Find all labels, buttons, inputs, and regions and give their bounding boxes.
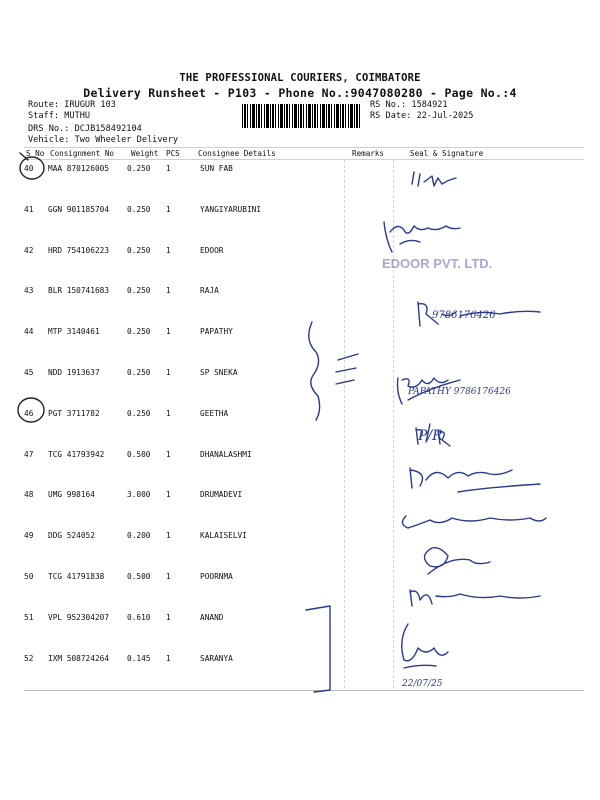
drs-text: DRS No.: DCJB158492104: [28, 124, 142, 134]
row-weight: 0.145: [127, 653, 151, 663]
row-weight: 0.250: [127, 164, 151, 173]
row-no: 44: [24, 327, 34, 337]
row-no: 48: [24, 490, 34, 500]
signature-45: [398, 378, 461, 404]
row-weight: 0.250: [127, 204, 151, 214]
row-consignee: ANAND: [200, 612, 224, 622]
row-pcs: 1: [166, 572, 171, 581]
signature-46: [416, 424, 450, 446]
row-pcs: 1: [166, 327, 171, 337]
row-pcs: 1: [166, 531, 171, 541]
row-pcs: 1: [166, 408, 171, 418]
row-consignee: SUN FAB: [200, 164, 233, 173]
row-consignee: EDOOR: [200, 245, 224, 255]
barcode: [242, 104, 360, 128]
staff-text: Staff: MUTHU: [28, 111, 91, 121]
row-no: 42: [24, 245, 34, 255]
row-pcs: 1: [166, 245, 171, 255]
row-consignee: PAPATHY: [200, 327, 233, 337]
bracket-mark: [309, 322, 320, 420]
col-header-pcs: PCS: [166, 149, 180, 158]
row-consignee: KALAISELVI: [200, 531, 247, 541]
rs-number: RS No.: 1584921: [370, 100, 448, 110]
row-consignee: SP SNEKA: [200, 368, 238, 377]
row-pcs: 1: [166, 164, 171, 173]
signature-52: [402, 624, 448, 668]
vehicle-text: Vehicle: Two Wheeler Delivery: [28, 135, 179, 145]
route-text: Route: IRUGUR 103: [28, 100, 116, 110]
row-consignee: RAJA: [200, 286, 219, 296]
row-weight: 0.500: [127, 572, 151, 581]
signature-41: [384, 222, 460, 252]
header-rule-bottom: [24, 159, 584, 160]
signature-40: [412, 172, 456, 186]
row-no: 47: [24, 449, 34, 459]
equals-mark: [336, 354, 358, 384]
handwritten-note-45: PAPATHY 9786176426: [408, 387, 511, 397]
row-pcs: 1: [166, 449, 171, 459]
row-weight: 0.250: [127, 245, 151, 255]
company-title: THE PROFESSIONAL COURIERS, COIMBATORE: [179, 72, 421, 84]
row-weight: 0.500: [127, 449, 151, 459]
row-consignment: PGT 3711782: [48, 408, 100, 418]
row-no: 43: [24, 286, 34, 296]
row-no: 51: [24, 612, 34, 622]
bracket-mark-lower: [306, 606, 330, 692]
row-consignee: YANGIYARUBINI: [200, 204, 262, 214]
row-no: 49: [24, 531, 34, 541]
row-consignment: IXM 508724264: [48, 653, 110, 663]
row-consignment: TCG 41793942: [48, 449, 105, 459]
runsheet-title: Delivery Runsheet - P103 - Phone No.:9047080280 - Page No.:4: [83, 86, 517, 100]
row-consignment: GGN 901185704: [48, 204, 110, 214]
signature-50: [410, 590, 540, 606]
row-consignment: BLR 150741683: [48, 286, 110, 296]
row-weight: 0.250: [127, 286, 151, 296]
row-pcs: 1: [166, 490, 171, 500]
row-weight: 0.250: [127, 327, 151, 337]
row-weight: 0.610: [127, 612, 151, 622]
row-consignee: DHANALASHMI: [200, 449, 252, 459]
row-consignment: VPL 952304207: [48, 612, 110, 622]
remarks-divider: [344, 160, 345, 688]
row-consignment: TCG 41791838: [48, 572, 105, 581]
handwritten-date-52: 22/07/25: [402, 679, 443, 689]
row-consignment: MAA 870126005: [48, 164, 110, 173]
col-header-weight: Weight: [131, 149, 159, 158]
col-header-seal: Seal & Signature: [410, 149, 484, 158]
row-consignment: DDG 524052: [48, 531, 95, 541]
table-bottom-rule: [24, 690, 584, 691]
rs-date: RS Date: 22-Jul-2025: [370, 111, 474, 121]
col-header-consignee: Consignee Details: [198, 149, 276, 158]
col-header-consignment: Consignment No: [50, 149, 115, 158]
row-consignment: NDD 1913637: [48, 368, 100, 377]
row-weight: 0.200: [127, 531, 151, 541]
row-pcs: 1: [166, 286, 171, 296]
row-pcs: 1: [166, 204, 171, 214]
row-pcs: 1: [166, 368, 171, 377]
col-header-no: S No: [26, 149, 45, 158]
seal-divider: [393, 160, 394, 688]
row-consignee: GEETHA: [200, 408, 229, 418]
signature-48: [402, 516, 546, 528]
row-consignment: MTP 3140461: [48, 327, 100, 337]
handwritten-pr-46: P/R: [418, 428, 443, 444]
row-consignment: UMG 998164: [48, 490, 95, 500]
row-no: 45: [24, 368, 34, 377]
row-consignment: HRD 754106223: [48, 245, 110, 255]
row-consignee: POORNMA: [200, 572, 233, 581]
signature-47: [410, 468, 540, 492]
signature-43: [418, 302, 540, 326]
row-no: 52: [24, 653, 34, 663]
header-rule-top: [24, 147, 584, 148]
row-weight: 0.250: [127, 408, 151, 418]
row-consignee: SARANYA: [200, 653, 233, 663]
company-stamp: EDOOR PVT. LTD.: [382, 256, 493, 271]
signature-49: [424, 548, 490, 574]
handwritten-phone-43: 9786176426: [432, 310, 496, 321]
row-no: 41: [24, 204, 34, 214]
row-weight: 0.250: [127, 368, 151, 377]
row-pcs: 1: [166, 612, 171, 622]
row-no: 46: [24, 408, 34, 418]
col-header-remarks: Remarks: [352, 149, 385, 158]
row-no: 40: [24, 164, 34, 173]
row-pcs: 1: [166, 653, 171, 663]
row-weight: 3.000: [127, 490, 151, 500]
row-consignee: DRUMADEVI: [200, 490, 243, 500]
row-no: 50: [24, 572, 34, 581]
